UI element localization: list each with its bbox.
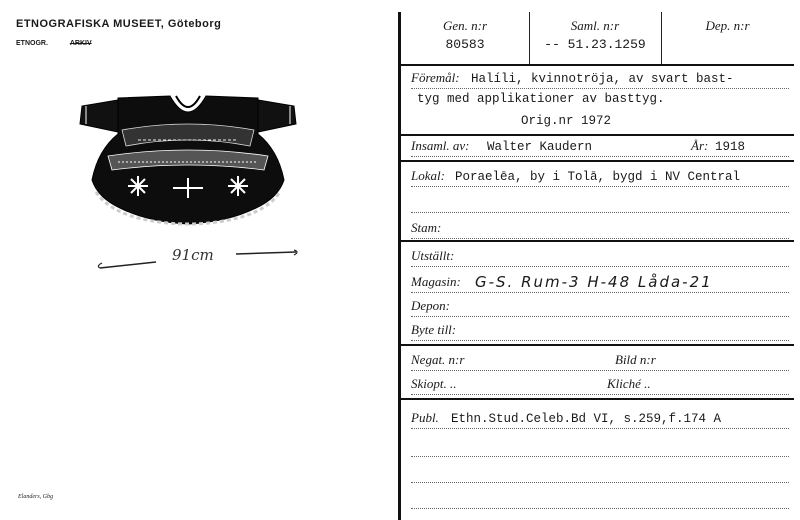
magasin-label: Magasin: — [411, 274, 461, 289]
etnogr-label: ETNOGR. — [16, 40, 48, 47]
ar-value: 1918 — [715, 140, 746, 154]
utstallt-label: Utställt: — [411, 248, 455, 263]
stam-label: Stam: — [411, 220, 442, 235]
publ-row-3 — [411, 462, 789, 483]
ar-label: År: — [691, 138, 709, 153]
saml-value: -- 51.23.1259 — [544, 37, 646, 52]
dep-label: Dep. n:r — [705, 18, 750, 33]
section-divider — [401, 344, 794, 346]
skiopt-label: Skiopt. .. — [411, 376, 457, 391]
lokal-label: Lokal: — [411, 168, 445, 183]
catalog-card — [401, 12, 794, 520]
dep-cell — [661, 12, 794, 64]
insaml-label: Insaml. av: — [411, 138, 470, 153]
lokal-row — [411, 166, 789, 187]
negat-label: Negat. n:r — [411, 352, 465, 367]
byte-label: Byte till: — [411, 322, 457, 337]
kliche-label: Kliché .. — [607, 376, 651, 391]
publ-label: Publ. — [411, 410, 439, 425]
gen-value: 80583 — [445, 37, 485, 52]
foremal-row-2 — [411, 88, 789, 108]
saml-cell — [529, 12, 662, 64]
publ-row-4 — [411, 488, 789, 509]
foremal-label: Föremål: — [411, 70, 460, 85]
publ-value: Ethn.Stud.Celeb.Bd VI, s.259,f.174 A — [451, 412, 722, 426]
publ-row — [411, 408, 789, 429]
garment-illustration — [78, 88, 298, 228]
magasin-row — [411, 272, 789, 293]
section-divider — [401, 240, 794, 242]
byte-row — [411, 320, 789, 341]
number-header-row — [401, 12, 794, 66]
dimension-note: 91cm — [172, 246, 214, 264]
depon-row — [411, 296, 789, 317]
insaml-row — [411, 136, 789, 157]
insaml-value: Walter Kaudern — [487, 140, 593, 154]
magasin-value: G-S. Rum-3 H-48 Låda-21 — [475, 273, 713, 291]
gen-label: Gen. n:r — [442, 18, 488, 33]
printer-footer: Elanders, Gbg — [18, 494, 53, 500]
orig-row — [411, 110, 789, 130]
depon-label: Depon: — [411, 298, 450, 313]
negat-row — [411, 350, 789, 371]
section-divider — [401, 160, 794, 162]
foremal-row — [411, 68, 789, 89]
gen-cell — [401, 12, 530, 64]
utstallt-row — [411, 246, 789, 267]
ark-label: ARKIV — [69, 40, 92, 47]
bild-label: Bild n:r — [615, 352, 656, 367]
museum-title: ETNOGRAFISKA MUSEET, Göteborg — [16, 18, 222, 30]
saml-label: Saml. n:r — [570, 18, 620, 33]
section-divider — [401, 398, 794, 400]
lokal-value: Poraelēa, by i Tolā, bygd i NV Central — [455, 170, 741, 184]
foremal-value-line1: Halíli, kvinnotröja, av svart bast- — [471, 72, 734, 86]
lokal-row-2 — [411, 192, 789, 213]
stam-row — [411, 218, 789, 239]
foremal-value-line2: tyg med applikationer av basttyg. — [417, 92, 665, 106]
publ-row-2 — [411, 436, 789, 457]
skiopt-row — [411, 374, 789, 395]
orig-number: Orig.nr 1972 — [521, 114, 612, 128]
header-subline — [16, 40, 92, 47]
